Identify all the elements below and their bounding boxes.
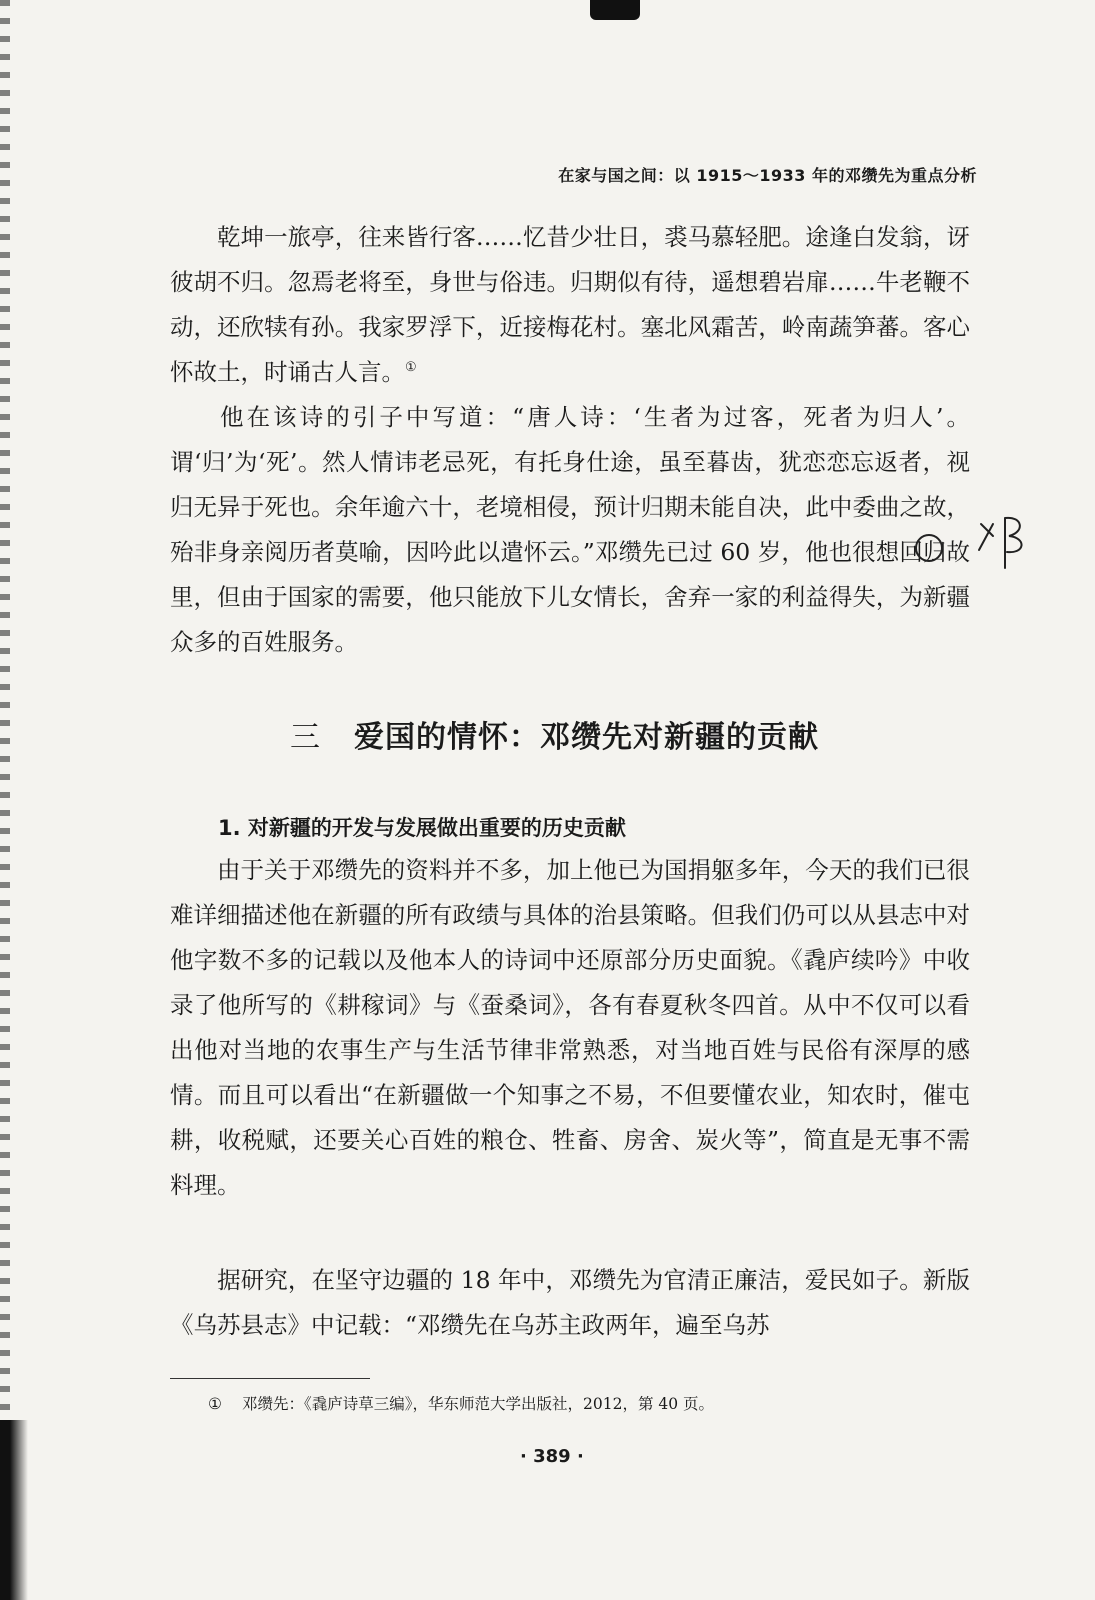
running-header: 在家与国之间：以 1915～1933 年的邓缵先为重点分析 [558,166,977,185]
subsection-heading: 1. 对新疆的开发与发展做出重要的历史贡献 [218,816,626,840]
body-paragraph [170,848,970,1208]
footnote-divider [170,1378,370,1379]
scan-bottom-shadow [0,1420,28,1600]
body-paragraph [170,395,970,665]
scan-edge-artifact [0,0,10,1600]
poem-text: 乾坤一旅亭，往来皆行客……忆昔少壮日，裘马慕轻肥。途逢白发翁，讶彼胡不归。忽焉老将至，身世与俗违。归期似有待，遥想碧岩扉……牛老鞭不动，还欣犊有孙。我家罗浮下，近接梅花村。塞北风霜苦，岭南蔬笋蕃。客心怀故土，时诵古人言。 [170,223,970,386]
handwritten-margin-note [975,510,1035,580]
section-number: 三 [290,720,321,755]
page-number: · 389 · [520,1446,584,1467]
footnote-mark: ① [208,1395,222,1413]
footnote-text: 邓缵先：《毳庐诗草三编》，华东师范大学出版社，2012，第 40 页。 [242,1395,715,1413]
scan-top-mark [590,0,640,20]
body-paragraph [170,1258,970,1348]
footnote-reference: ① [405,360,417,376]
paragraph-text: 他在该诗的引子中写道：“唐人诗：‘生者为过客，死者为归人’。谓‘归’为‘死’。然人情讳老忌死，有托身仕途，虽至暮齿，犹恋恋忘返者，视归无异于死也。余年逾六十，老境相侵，预计归期未能自决，此中委曲之故，殆非身亲阅历者莫喻，因吟此以遣怀云。”邓缵先已过 60 岁，他也很想回归故里，但由于国家的需要，他只能放下儿女情长，舍弃一家的利益得失，为新疆众多的百姓服务。 [170,403,970,656]
handwritten-circle-annotation [915,534,943,562]
section-title: 爱国的情怀：邓缵先对新疆的贡献 [354,720,819,755]
footnote [208,1392,714,1414]
paragraph-text: 由于关于邓缵先的资料并不多，加上他已为国捐躯多年，今天的我们已很难详细描述他在新疆的所有政绩与具体的治县策略。但我们仍可以从县志中对他字数不多的记载以及他本人的诗词中还原部分历史面貌。《毳庐续吟》中收录了他所写的《耕稼词》与《蚕桑词》，各有春夏秋冬四首。从中不仅可以看出他对当地的农事生产与生活节律非常熟悉，对当地百姓与民俗有深厚的感情。而且可以看出“在新疆做一个知事之不易，不但要懂农业，知农时，催屯耕，收税赋，还要关心百姓的粮仓、牲畜、房舍、炭火等”，简直是无事不需料理。 [170,856,970,1199]
section-heading [290,712,819,756]
poem-paragraph [170,215,970,395]
paragraph-text: 据研究，在坚守边疆的 18 年中，邓缵先为官清正廉洁，爱民如子。新版《乌苏县志》中记载：“邓缵先在乌苏主政两年，遍至乌苏 [170,1266,970,1339]
